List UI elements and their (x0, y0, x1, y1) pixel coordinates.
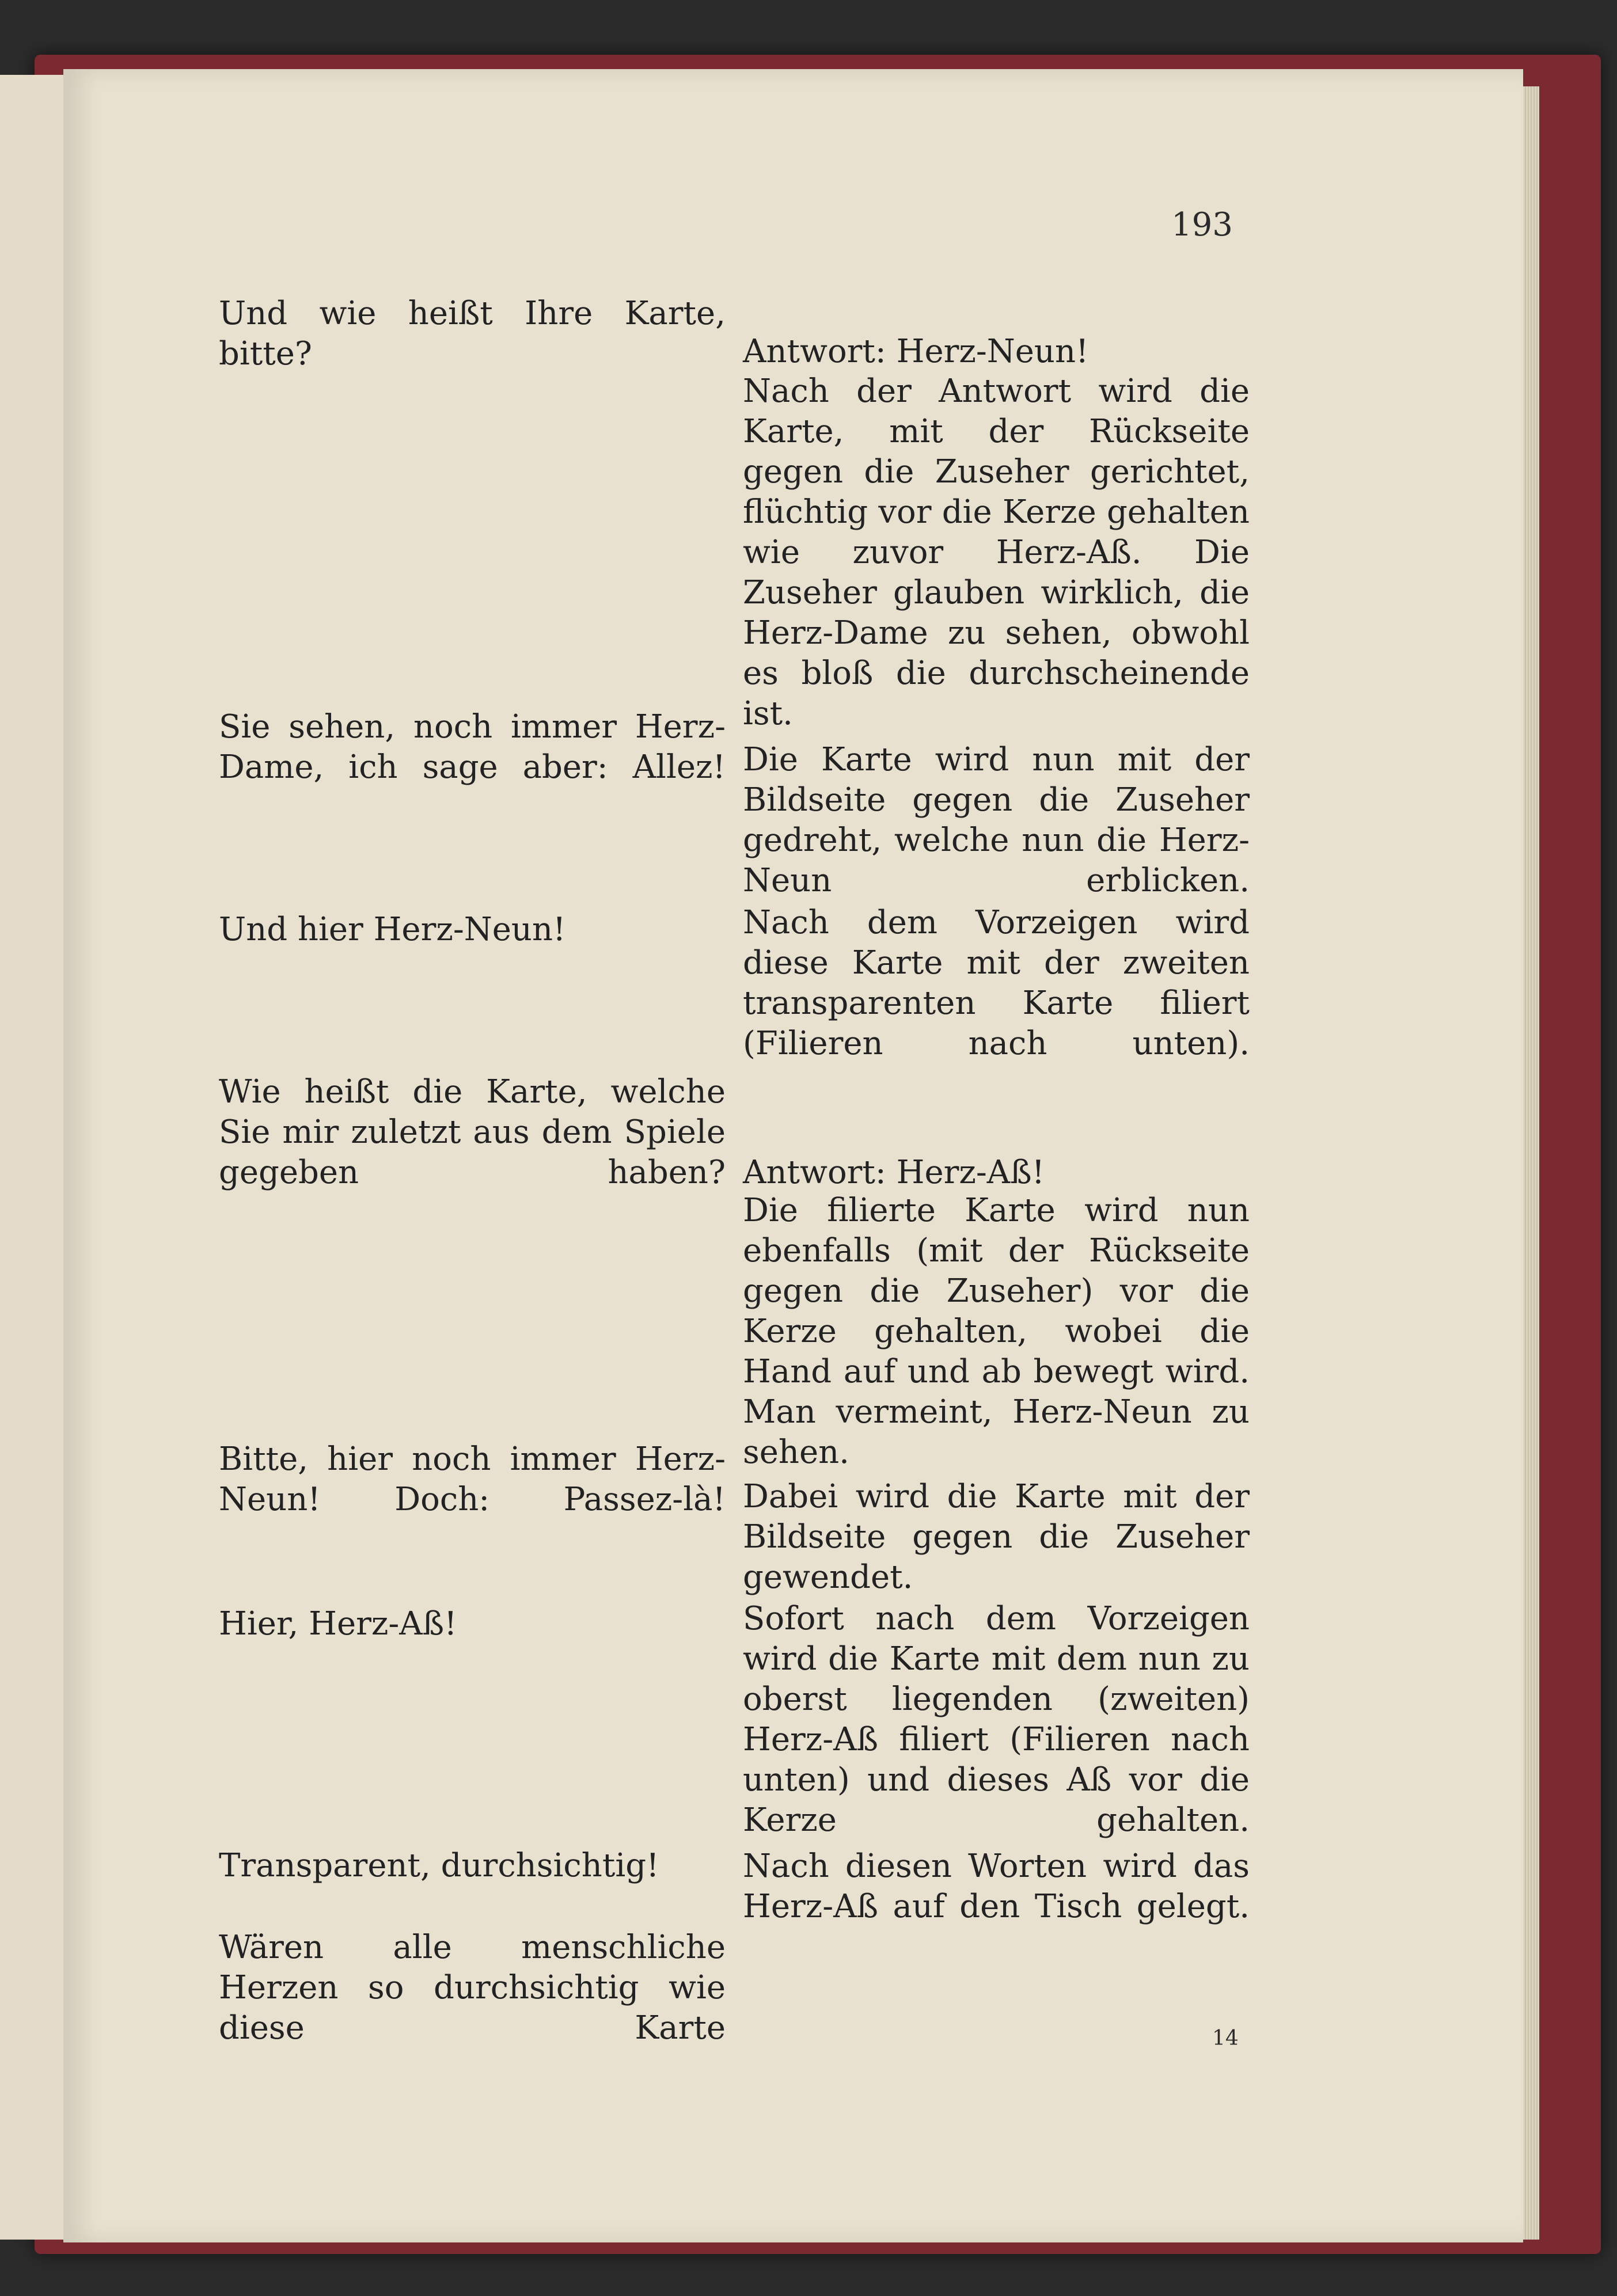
instruction-paragraph: Sofort nach dem Vorzeigen wird die Karte mit dem nun zu oberst liegenden (zweiten) Herz-Aß filiert (Filieren nach unten) und dieses Aß vor die Kerze gehalten. (743, 1600, 1250, 1839)
dialogue-line: Hier, Herz-Aß! (219, 1605, 457, 1643)
instruction-paragraph: Dabei wird die Karte mit der Bildseite gegen die Zuseher gewendet. (743, 1478, 1250, 1596)
instruction-paragraph: Nach der Antwort wird die Karte, mit der Rückseite gegen die Zuseher gerichtet, flüchtig vor die Kerze gehalten wie zuvor Herz-Aß. Die Zuseher glauben wirklich, die Herz-Dame zu sehen, obwohl es bloß die durchscheinende ist. (743, 372, 1250, 732)
instruction-paragraph: Nach diesen Worten wird das Herz-Aß auf den Tisch gelegt. (743, 1848, 1250, 1925)
instruction-paragraph: Antwort: Herz-Aß! (743, 1154, 1045, 1191)
instruction-paragraph: Die filierte Karte wird nun ebenfalls (mit der Rückseite gegen die Zuseher) vor die Kerze gehalten, wobei die Hand auf und ab bewegt wird. Man vermeint, Herz-Neun zu sehen. (743, 1192, 1250, 1471)
dialogue-line: Und wie heißt Ihre Karte, bitte? (219, 295, 726, 372)
dialogue-line: Transparent, durchsichtig! (219, 1847, 659, 1884)
left-column (219, 0, 726, 2296)
dialogue-line: Bitte, hier noch immer Herz-Neun! Doch: Passez-là! (219, 1440, 726, 1518)
dialogue-line: Wären alle menschliche Herzen so durchsichtig wie diese Karte (219, 1929, 726, 2047)
right-column (743, 0, 1250, 2296)
instruction-paragraph: Nach dem Vorzeigen wird diese Karte mit der zweiten transparenten Karte filiert (Filieren nach unten). (743, 904, 1250, 1062)
left-page-edge (0, 75, 65, 2240)
dialogue-line: Und hier Herz-Neun! (219, 911, 566, 948)
page-number: 193 (1171, 206, 1233, 244)
instruction-paragraph: Die Karte wird nun mit der Bildseite gegen die Zuseher gedreht, welche nun die Herz-Neun erblicken. (743, 741, 1250, 899)
dialogue-line: Wie heißt die Karte, welche Sie mir zuletzt aus dem Spiele gegeben haben? (219, 1073, 726, 1191)
instruction-paragraph: Antwort: Herz-Neun! (743, 333, 1089, 370)
signature-mark: 14 (1212, 2027, 1239, 2050)
dialogue-line: Sie sehen, noch immer Herz-Dame, ich sage aber: Allez! (219, 708, 726, 786)
page-stack-edge (1523, 86, 1539, 2240)
